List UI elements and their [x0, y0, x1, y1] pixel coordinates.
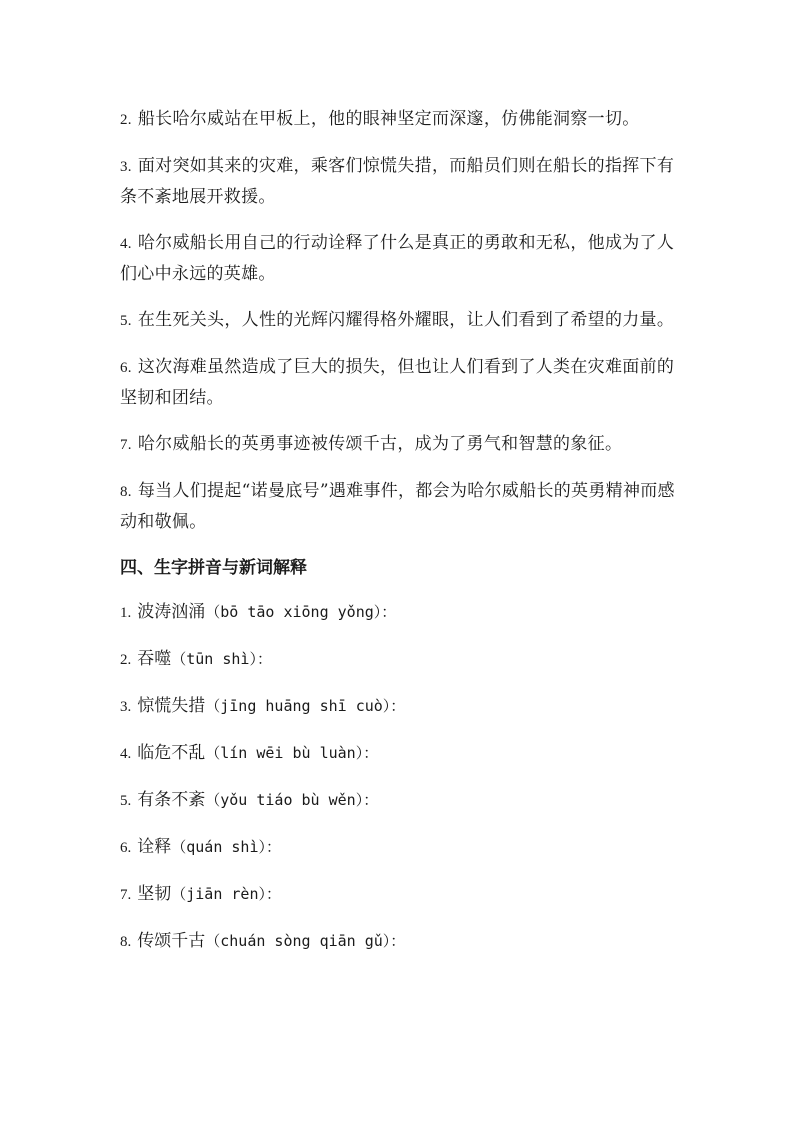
section-heading: 四、生字拼音与新词解释 [120, 558, 307, 578]
sentence-6: 6. 这次海难虽然造成了巨大的损失，但也让人们看到了人类在灾难面前的坚韧和团结。 [120, 357, 675, 408]
sentence-2: 2. 船长哈尔威站在甲板上，他的眼神坚定而深邃，仿佛能洞察一切。 [120, 109, 640, 129]
vocab-item-8: 8. 传颂千古（chuán sòng qiān gǔ）： [120, 931, 406, 951]
sentence-5: 5. 在生死关头，人性的光辉闪耀得格外耀眼，让人们看到了希望的力量。 [120, 310, 675, 330]
sentence-3: 3. 面对突如其来的灾难，乘客们惊慌失措，而船员们则在船长的指挥下有条不紊地展开救援。 [120, 156, 675, 207]
vocab-item-4: 4. 临危不乱（lín wēi bù luàn）： [120, 743, 379, 763]
vocab-item-5: 5. 有条不紊（yǒu tiáo bù wěn）： [120, 790, 379, 810]
sentence-7: 7. 哈尔威船长的英勇事迹被传颂千古，成为了勇气和智慧的象征。 [120, 434, 623, 454]
sentence-8: 8. 每当人们提起“诺曼底号”遇难事件，都会为哈尔威船长的英勇精神而感动和敬佩。 [120, 481, 675, 532]
vocab-item-2: 2. 吞噬（tūn shì）： [120, 649, 272, 669]
sentence-4: 4. 哈尔威船长用自己的行动诠释了什么是真正的勇敢和无私，他成为了人们心中永远的英雄。 [120, 233, 675, 284]
vocab-item-1: 1. 波涛汹涌（bō tāo xiōng yǒng）： [120, 602, 397, 622]
document-content [120, 104, 690, 973]
vocab-item-6: 6. 诠释（quán shì）： [120, 837, 281, 857]
vocab-item-3: 3. 惊慌失措（jīng huāng shī cuò）： [120, 696, 406, 716]
vocab-item-7: 7. 坚韧（jiān rèn）： [120, 884, 281, 904]
